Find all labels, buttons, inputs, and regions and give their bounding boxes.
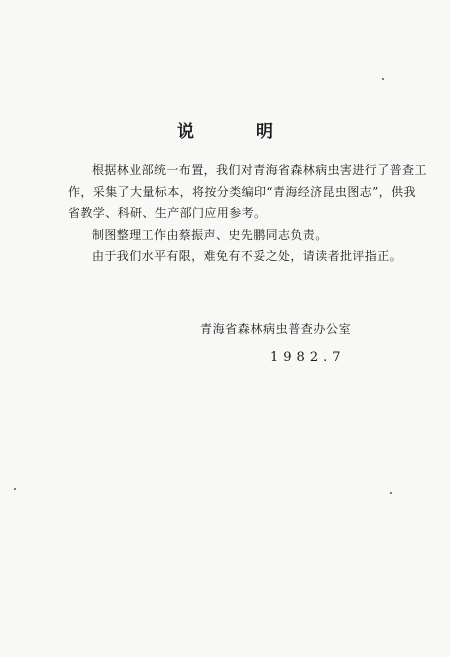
scan-speck xyxy=(390,492,392,494)
signoff-organization: 青海省森林病虫普查办公室 xyxy=(200,322,352,336)
signoff-date: 1982.7 xyxy=(270,350,346,365)
paragraph-3 xyxy=(68,246,404,268)
paragraph-line: 由于我们水平有限，难免有不妥之处，请读者批评指正。 xyxy=(92,249,403,263)
paragraph-line: 作，采集了大量标本，将按分类编印“青海经济昆虫图志”，供我 xyxy=(68,184,416,199)
paragraph-1 xyxy=(68,160,427,225)
paragraph-line: 制图整理工作由蔡振声、史先鹏同志负责。 xyxy=(92,227,328,242)
paragraph-line: 根据林业部统一布置，我们对青海省森林病虫害进行了普查工 xyxy=(92,163,427,177)
paragraph-line: 省教学、科研、生产部门应用参考。 xyxy=(68,206,267,220)
document-body xyxy=(68,160,427,268)
paragraph-2 xyxy=(68,225,404,247)
scan-speck xyxy=(14,488,16,490)
document-title: 说 明 xyxy=(177,122,301,142)
scan-speck xyxy=(382,78,384,80)
